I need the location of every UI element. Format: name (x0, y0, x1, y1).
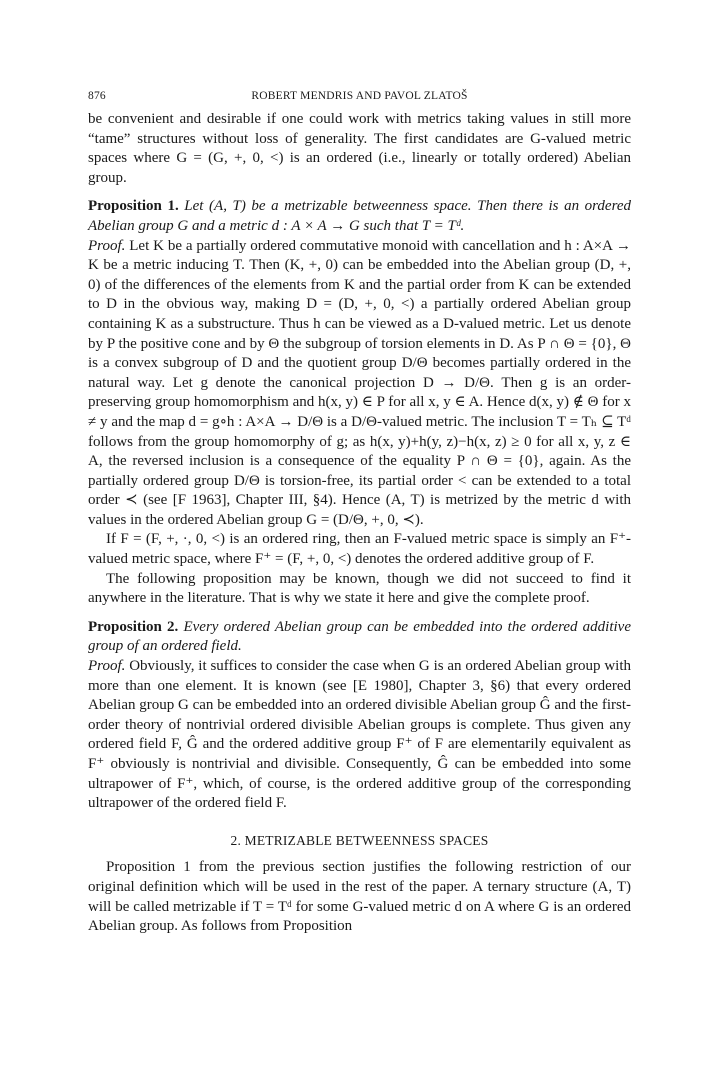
proposition-1-statement: Let (A, T) be a metrizable betweenness space. Then there is an ordered Abelian group G and a metric d : A × A → G such that T = Tᵈ. (88, 198, 632, 234)
proof-1-text: Let K be a partially ordered commutative monoid with cancellation and h : A×A → K be a metric inducing T. Then (K, +, 0) can be embedded into the Abelian group (D, +, 0) of the differences of the elements from K and the partial order from K can be extended to D in the obvious way, making D = (D, +, 0, <) a partially ordered Abelian group containing K as a substructure. Thus h can be viewed as a D-valued metric. Let us denote by P the positive cone and by Θ the subgroup of torsion elements in D. As P ∩ Θ = {0}, Θ is a convex subgroup of D and the quotient group D/Θ becomes partially ordered in the natural way. Let g denote the canonical projection D → D/Θ. Then g is an order-preserving group homomorphism and h(x, y) ∈ P for all x, y ∈ A. Hence d(x, y) ∉ Θ for x ≠ y and the map d = g∘h : A×A → D/Θ is a D/Θ-valued metric. The inclusion T = Tₕ ⊆ Tᵈ follows from the group homomorphy of g; as h(x, y)+h(y, z)−h(x, z) ≥ 0 for all x, y, z ∈ A, the reversed inclusion is a consequence of the equality P ∩ Θ = {0}, again. As the partially ordered group D/Θ is torsion-free, its partial order < can be extended to a total order ≺ (see [F 1963], Chapter III, §4). Hence (A, T) is metrized by the metric d with values in the ordered Abelian group G = (D/Θ, +, 0, ≺). (88, 237, 631, 528)
proposition-1-label: Proposition 1. (88, 198, 179, 215)
known-paragraph: The following proposition may be known, though we did not succeed to find it anywhere in the literature. That is why we state it here and give the complete proof. (88, 570, 631, 607)
proof-2-text: Obviously, it suffices to consider the case when G is an ordered Abelian group with more than one element. It is known (see [E 1980], Chapter 3, §6) that every ordered Abelian group G can be embedded into an ordered divisible Abelian group Ĝ and the first-order theory of nontrivial ordered divisible Abelian groups is complete. Thus given any ordered field F, Ĝ and the ordered additive group F⁺ of F are elementarily equivalent as F⁺ obviously is nontrivial and divisible. Consequently, Ĝ can be embedded into some ultrapower of F⁺, which, of course, is the ordered additive group of the corresponding ultrapower of the ordered field F. (88, 658, 631, 812)
body-text (88, 110, 631, 937)
proposition-2-statement: Every ordered Abelian group can be embedded into the ordered additive group of an ordered field. (88, 618, 631, 655)
proof-2-label: Proof. (88, 658, 126, 675)
section-heading: 2. METRIZABLE BETWEENNESS SPACES (230, 832, 489, 848)
proposition-1 (88, 197, 631, 236)
ring-paragraph: If F = (F, +, ·, 0, <) is an ordered ring, then an F-valued metric space is simply an F⁺-valued metric space, where F⁺ = (F, +, 0, <) denotes the ordered additive group of F. (88, 531, 631, 568)
running-head (88, 90, 631, 110)
page (88, 90, 631, 937)
section-2-paragraph: Proposition 1 from the previous section justifies the following restriction of our original definition which will be used in the rest of the paper. A ternary structure (A, T) will be called metrizable if T = Tᵈ for some G-valued metric d on A where G is an ordered Abelian group. As follows from Proposition (88, 859, 631, 935)
proof-2 (88, 657, 631, 814)
page-number: 876 (88, 90, 106, 102)
proof-1 (88, 237, 631, 531)
running-title: ROBERT MENDRIS AND PAVOL ZLATOŠ (251, 90, 468, 102)
intro-paragraph: be convenient and desirable if one could work with metrics taking values in still more “tame” structures without loss of generality. The first candidates are G-valued metric spaces where G = (G, +, 0, <) is an ordered (i.e., linearly or totally ordered) Abelian group. (88, 111, 631, 186)
proof-1-label: Proof. (88, 237, 126, 254)
proposition-2 (88, 618, 631, 657)
proposition-2-label: Proposition 2. (88, 618, 179, 635)
